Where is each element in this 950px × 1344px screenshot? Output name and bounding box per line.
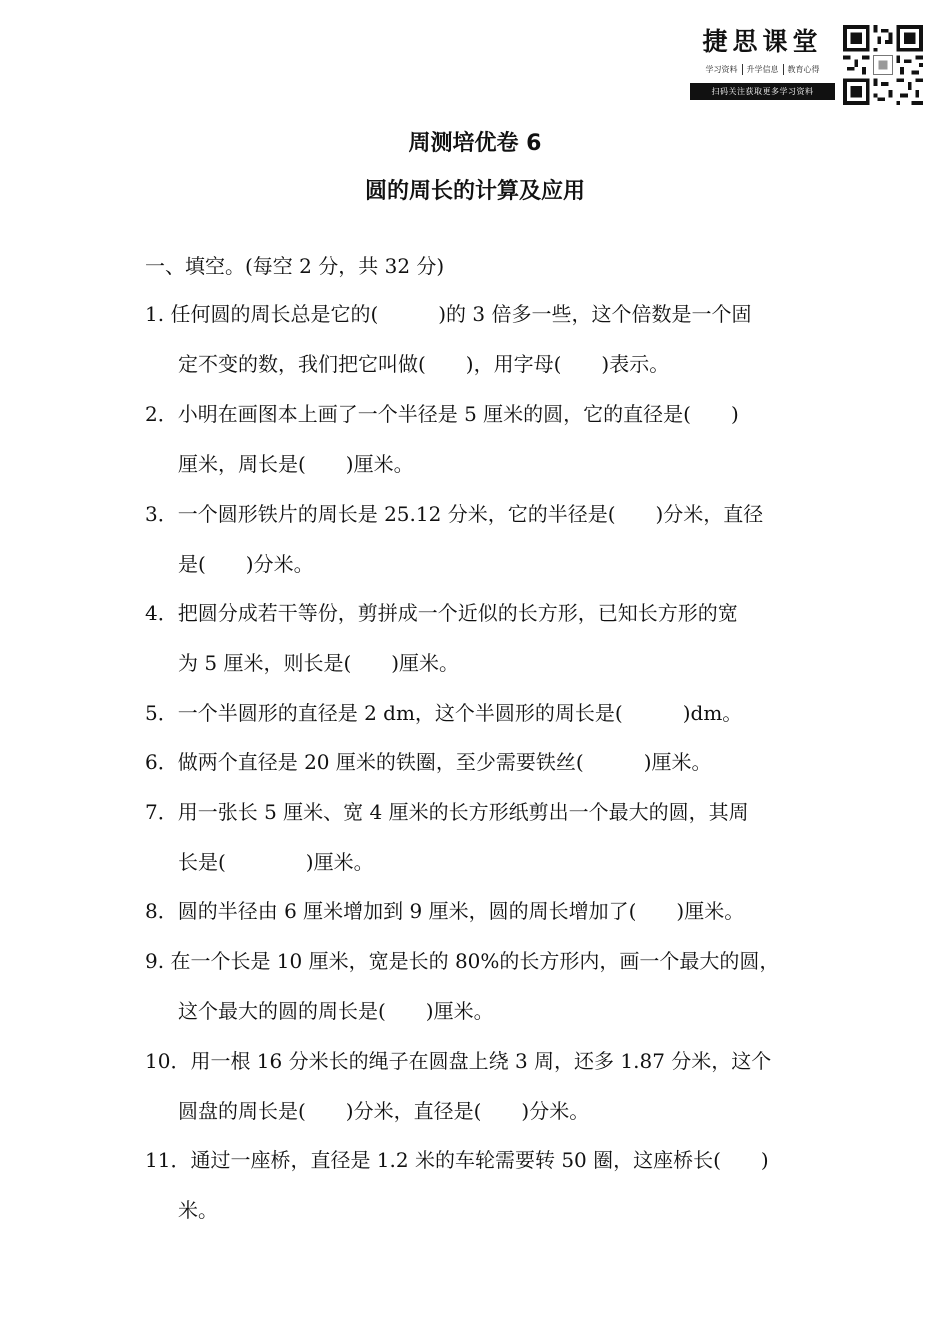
brand-tag: 升学信息 [743, 64, 784, 75]
question-item [145, 688, 810, 738]
brand-name: 捷思课堂 [702, 27, 823, 56]
question-line: 厘米，周长是( )厘米。 [178, 452, 414, 476]
question-item [145, 289, 810, 389]
question-line: 8．圆的半径由 6 厘米增加到 9 厘米，圆的周长增加了( )厘米。 [145, 899, 745, 923]
question-item [145, 489, 810, 589]
question-line: 圆盘的周长是( )分米，直径是( )分米。 [178, 1099, 590, 1123]
question-line: 9. 在一个长是 10 厘米，宽是长的 80%的长方形内，画一个最大的圆， [145, 949, 780, 973]
question-item [145, 389, 810, 489]
question-item [145, 1036, 810, 1136]
question-item [145, 886, 810, 936]
brand-header [690, 22, 835, 100]
brand-banner: 扫码关注获取更多学习资料 [690, 83, 835, 100]
question-line: 5．一个半圆形的直径是 2 dm，这个半圆形的周长是( )dm。 [145, 701, 743, 725]
question-item [145, 787, 810, 887]
question-line: 米。 [178, 1198, 218, 1222]
question-line: 10．用一根 16 分米长的绳子在圆盘上绕 3 周，还多 1.87 分米，这个 [145, 1049, 772, 1073]
question-line: 4．把圆分成若干等份，剪拼成一个近似的长方形，已知长方形的宽 [145, 601, 738, 625]
page-subtitle: 圆的周长的计算及应用 [364, 179, 585, 204]
section-heading: 一、填空。(每空 2 分，共 32 分) [145, 254, 445, 278]
question-line: 是( )分米。 [178, 552, 314, 576]
question-line: 定不变的数，我们把它叫做( )，用字母( )表示。 [178, 352, 670, 376]
question-line: 长是( )厘米。 [178, 850, 374, 874]
question-item [145, 737, 810, 787]
question-line: 11．通过一座桥，直径是 1.2 米的车轮需要转 50 圈，这座桥长( ) [145, 1148, 769, 1172]
question-line: 6．做两个直径是 20 厘米的铁圈，至少需要铁丝( )厘米。 [145, 750, 712, 774]
question-item [145, 588, 810, 688]
question-item [145, 1135, 810, 1235]
brand-tags [690, 64, 835, 75]
question-line: 1. 任何圆的周长总是它的( )的 3 倍多一些，这个倍数是一个固 [145, 302, 752, 326]
brand-tag: 教育心得 [787, 65, 820, 74]
question-item [145, 936, 810, 1036]
brand-tag: 学习资料 [702, 64, 743, 75]
question-line: 为 5 厘米，则长是( )厘米。 [178, 651, 460, 675]
question-line: 7．用一张长 5 厘米、宽 4 厘米的长方形纸剪出一个最大的圆，其周 [145, 800, 749, 824]
question-line: 2．小明在画图本上画了一个半径是 5 厘米的圆，它的直径是( ) [145, 402, 739, 426]
qr-code-icon [843, 25, 923, 105]
question-line: 这个最大的圆的周长是( )厘米。 [178, 999, 494, 1023]
page-title: 周测培优卷 6 [408, 131, 542, 156]
question-line: 3．一个圆形铁片的周长是 25.12 分米，它的半径是( )分米，直径 [145, 502, 764, 526]
